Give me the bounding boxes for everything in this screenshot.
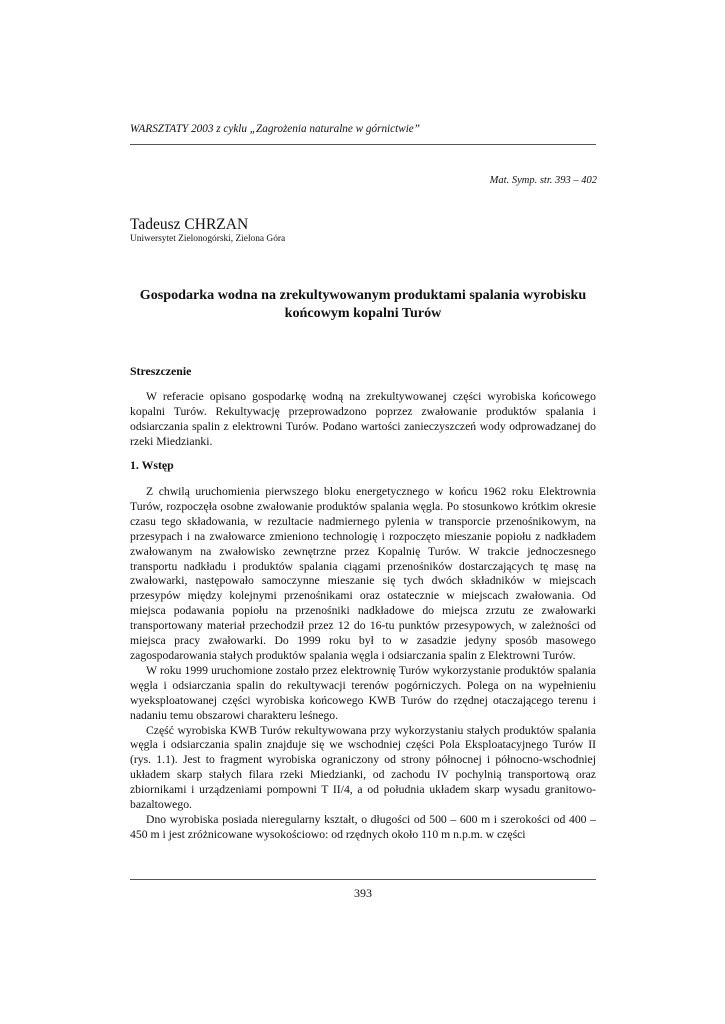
author-affiliation: Uniwersytet Zielonogórski, Zielona Góra	[130, 234, 286, 244]
section-heading: 1. Wstęp	[130, 458, 174, 472]
body-paragraph: W roku 1999 uruchomione zostało przez elektrownię Turów wykorzystanie produktów spalania węgla i odsiarczania spalin do rekultywacji terenów pogórniczych. Polega on na wypełnieniu wyeksploatowanej części wyrobiska końcowego KWB Turów do rzędnej otaczającego terenu i nadaniu temu obszarowi charakteru leśnego.	[130, 663, 596, 722]
body-paragraph: Z chwilą uruchomienia pierwszego bloku energetycznego w końcu 1962 roku Elektrownia Turów, rozpoczęła osobne zwałowanie produktów spalania węgla. Po stosunkowo krótkim okresie czasu tego składowania, w rezultacie nadmiernego pylenia w transporcie przenośnikowym, na przesypach i na zwałowarce zmieniono technologię i rozpoczęto mieszanie popiołu z nadkładem zwałowanym na zwałowisko zewnętrzne przez Kopalnię Turów. W trakcie jednoczesnego transportu nadkładu i produktów spalania ciągami przenośników dostarczających tę masę na zwałowarki, następowało samoczynne mieszanie się tych dwóch składników w miejscach przesypów między kolejnymi przenośnikami oraz ostatecznie w miejscach zwałowania. Od miejsca podawania popiołu na przenośniki nadkładowe do miejsca zrzutu ze zwałowarki transportowany materiał przechodził przez 12 do 16-tu punktów przesypowych, w zależności od miejsca pracy zwałowarki. Do 1999 roku był to w zasadzie jedyny sposób masowego zagospodarowania stałych produktów spalania węgla i odsiarczania spalin z Elektrowni Turów.	[130, 485, 596, 662]
abstract-body	[130, 390, 596, 450]
header-rule	[130, 144, 596, 145]
author-name: Tadeusz CHRZAN	[130, 216, 249, 233]
body-paragraph: Dno wyrobiska posiada nieregularny kształt, o długości od 500 – 600 m i szerokości od 400 – 450 m i jest zróżnicowane wysokościowo: od rzędnych około 110 m n.p.m. w części	[130, 812, 596, 841]
abstract-paragraph: W referacie opisano gospodarkę wodną na zrekultywowanej części wyrobiska końcowego kopalni Turów. Rekultywację przeprowadzono poprzez zwałowanie produktów spalania i odsiarczania spalin z elektrowni Turów. Podano wartości zanieczyszczeń wody odprowadzanej do rzeki Miedzianki.	[130, 390, 596, 448]
body-paragraph: Część wyrobiska KWB Turów rekultywowana przy wykorzystaniu stałych produktów spalania węgla i odsiarczania spalin znajduje się we wschodniej części Pola Eksploatacyjnego Turów II (rys. 1.1). Jest to fragment wyrobiska ograniczony od strony północnej i północno-wschodniej układem skarp stałych filara rzeki Miedzianki, od zachodu IV pochylnią transportową oraz zbiornikami i urządzeniami pompowni T II/4, a od południa układem skarp wysadu granitowo-bazaltowego.	[130, 723, 596, 812]
section-body	[130, 485, 596, 843]
running-header: WARSZTATY 2003 z cyklu „Zagrożenia naturalne w górnictwie”	[130, 123, 420, 135]
page-number: 393	[354, 886, 372, 900]
citation-reference: Mat. Symp. str. 393 – 402	[489, 175, 597, 186]
paper-title: Gospodarka wodna na zrekultywowanym produktami spalania wyrobisku końcowym kopalni Turów	[139, 287, 587, 321]
abstract-heading: Streszczenie	[130, 364, 192, 378]
footer-rule	[130, 879, 596, 880]
